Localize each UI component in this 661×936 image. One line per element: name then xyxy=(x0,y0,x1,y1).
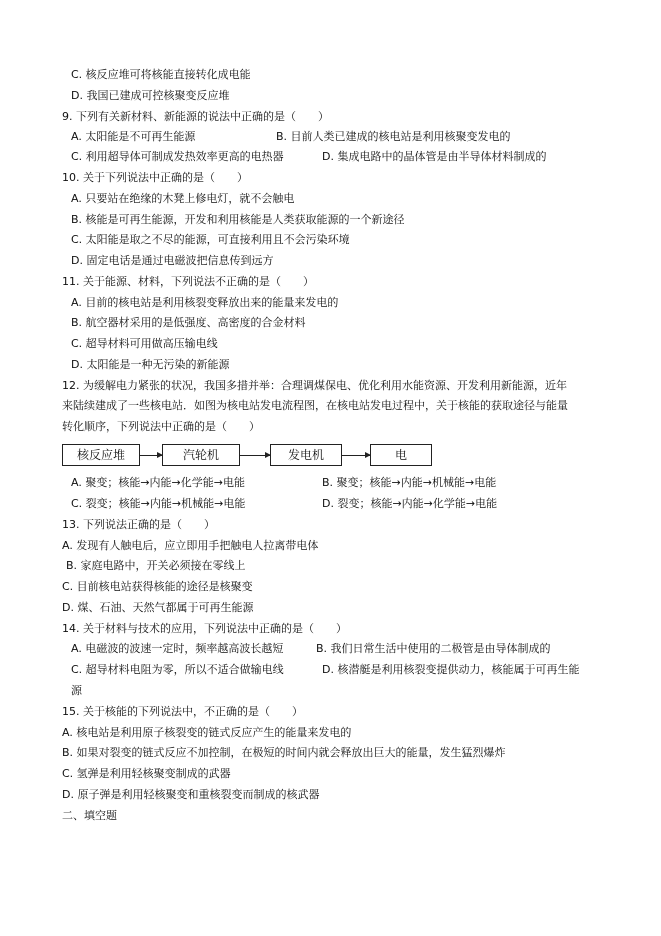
flow-arrow-1 xyxy=(140,455,162,456)
q14-option-a: A. 电磁波的波速一定时，频率越高波长越短 xyxy=(71,642,284,655)
q12-option-a: A. 聚变；核能→内能→化学能→电能 xyxy=(71,476,245,489)
q13-option-d: D. 煤、石油、天然气都属于可再生能源 xyxy=(62,601,254,614)
q14-option-b: B. 我们日常生活中使用的二极管是由导体制成的 xyxy=(316,642,551,655)
flow-box-turbine: 汽轮机 xyxy=(162,444,240,466)
q12-stem-line-3: 转化顺序，下列说法中正确的是（ ） xyxy=(62,420,260,433)
q12-stem-line-2: 来陆续建成了一些核电站．如图为核电站发电流程图，在核电站发电过程中，关于核能的获取途径与能量 xyxy=(62,399,568,412)
q14-option-d: D. 核潜艇是利用核裂变提供动力，核能属于可再生能 xyxy=(322,663,580,676)
q11-option-d: D. 太阳能是一种无污染的新能源 xyxy=(71,358,230,371)
q11-option-b: B. 航空器材采用的是低强度、高密度的合金材料 xyxy=(71,316,306,329)
q10-option-b: B. 核能是可再生能源，开发和利用核能是人类获取能源的一个新途径 xyxy=(71,213,405,226)
q9-option-d: D. 集成电路中的晶体管是由半导体材料制成的 xyxy=(322,150,547,163)
flow-arrow-3 xyxy=(342,455,370,456)
q9-stem: 9. 下列有关新材料、新能源的说法中正确的是（ ） xyxy=(62,110,329,123)
flow-box-electricity: 电 xyxy=(370,444,432,466)
nuclear-plant-flow-diagram xyxy=(62,444,442,470)
flow-arrow-2 xyxy=(240,455,270,456)
q9-option-a: A. 太阳能是不可再生能源 xyxy=(71,130,196,143)
q15-option-c: C. 氢弹是利用轻核聚变制成的武器 xyxy=(62,767,231,780)
q14-option-c: C. 超导材料电阻为零，所以不适合做输电线 xyxy=(71,663,284,676)
q10-option-a: A. 只要站在绝缘的木凳上修电灯，就不会触电 xyxy=(71,192,295,205)
q8-option-d: D. 我国已建成可控核聚变反应堆 xyxy=(71,89,230,102)
q10-option-d: D. 固定电话是通过电磁波把信息传到远方 xyxy=(71,254,274,267)
q12-option-b: B. 聚变；核能→内能→机械能→电能 xyxy=(322,476,497,489)
q14-stem: 14. 关于材料与技术的应用，下列说法中正确的是（ ） xyxy=(62,622,347,635)
q13-option-b: B. 家庭电路中，开关必须接在零线上 xyxy=(66,559,246,572)
flow-box-generator: 发电机 xyxy=(270,444,342,466)
q15-option-a: A. 核电站是利用原子核裂变的链式反应产生的能量来发电的 xyxy=(62,726,352,739)
q15-option-d: D. 原子弹是利用轻核聚变和重核裂变而制成的核武器 xyxy=(62,788,320,801)
q9-option-b: B. 目前人类已建成的核电站是利用核聚变发电的 xyxy=(276,130,511,143)
q12-option-c: C. 裂变；核能→内能→机械能→电能 xyxy=(71,497,246,510)
q12-option-d: D. 裂变；核能→内能→化学能→电能 xyxy=(322,497,498,510)
section-title-fill-in: 二、填空题 xyxy=(62,809,117,822)
q12-stem-line-1: 12. 为缓解电力紧张的状况，我国多措并举：合理调煤保电、优化利用水能资源、开发利用新能源，近年 xyxy=(62,379,567,392)
q13-option-c: C. 目前核电站获得核能的途径是核聚变 xyxy=(62,580,253,593)
q11-option-c: C. 超导材料可用做高压输电线 xyxy=(71,337,218,350)
flow-box-reactor: 核反应堆 xyxy=(62,444,140,466)
q10-stem: 10. 关于下列说法中正确的是（ ） xyxy=(62,171,248,184)
q9-option-c: C. 利用超导体可制成发热效率更高的电热器 xyxy=(71,150,284,163)
q15-stem: 15. 关于核能的下列说法中，不正确的是（ ） xyxy=(62,705,303,718)
q14-option-d-continued: 源 xyxy=(71,684,82,697)
q13-stem: 13. 下列说法正确的是（ ） xyxy=(62,518,215,531)
q11-option-a: A. 目前的核电站是利用核裂变释放出来的能量来发电的 xyxy=(71,296,339,309)
q15-option-b: B. 如果对裂变的链式反应不加控制，在极短的时间内就会释放出巨大的能量，发生猛烈爆炸 xyxy=(62,746,506,759)
q8-option-c: C. 核反应堆可将核能直接转化成电能 xyxy=(71,68,251,81)
q11-stem: 11. 关于能源、材料，下列说法不正确的是（ ） xyxy=(62,275,314,288)
q10-option-c: C. 太阳能是取之不尽的能源，可直接利用且不会污染环境 xyxy=(71,233,350,246)
q13-option-a: A. 发现有人触电后，应立即用手把触电人拉离带电体 xyxy=(62,539,319,552)
